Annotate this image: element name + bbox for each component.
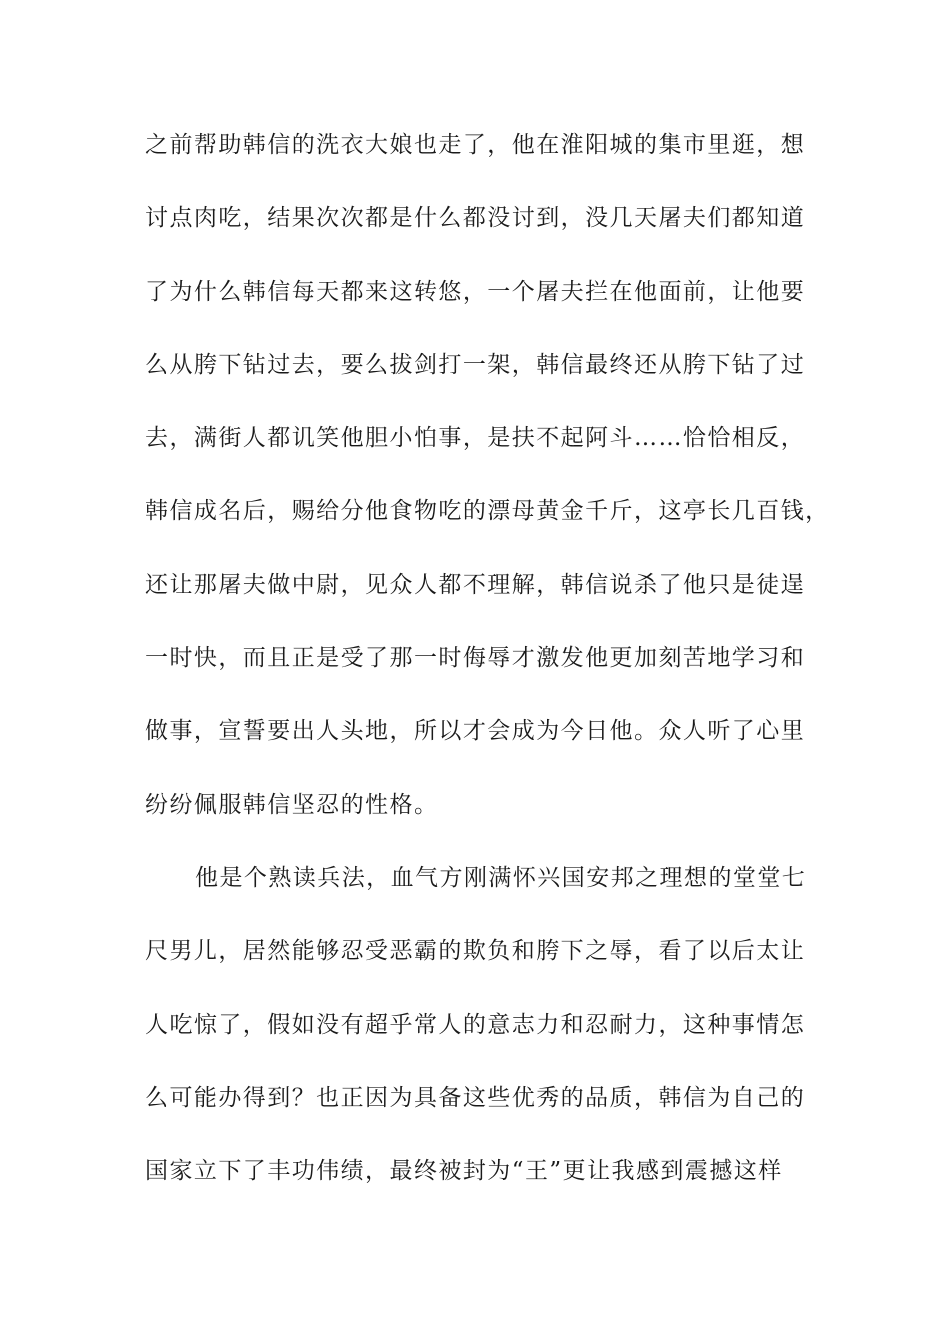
text-line: 之前帮助韩信的洗衣大娘也走了，他在淮阳城的集市里逛，想	[145, 132, 806, 158]
document-body	[145, 132, 830, 1231]
text-line: 还让那屠夫做中尉，见众人都不理解，韩信说杀了他只是徒逞	[145, 571, 806, 598]
text-line: 么可能办得到？也正因为具备这些优秀的品质，韩信为自己的	[145, 1084, 806, 1111]
text-line: 人吃惊了，假如没有超乎常人的意志力和忍耐力，这种事情怎	[145, 1011, 806, 1038]
text-line: 一时快，而且正是受了那一时侮辱才激发他更加刻苦地学习和	[145, 645, 806, 672]
text-line: 做事，宣誓要出人头地，所以才会成为今日他。众人听了心里	[145, 718, 806, 745]
text-line: 他是个熟读兵法，血气方刚满怀兴国安邦之理想的堂堂七	[195, 864, 807, 891]
text-line: 讨点肉吃，结果次次都是什么都没讨到，没几天屠夫们都知道	[145, 205, 806, 232]
text-line: 韩信成名后，赐给分他食物吃的漂母黄金千斤，这亭长几百钱，	[145, 498, 830, 525]
text-line: 去，满街人都讥笑他胆小怕事，是扶不起阿斗……恰恰相反，	[145, 425, 806, 452]
text-line: 了为什么韩信每天都来这转悠，一个屠夫拦在他面前，让他要	[145, 278, 806, 305]
paragraph-2	[145, 865, 815, 1184]
paragraph-1	[145, 132, 830, 818]
text-line: 么从胯下钻过去，要么拔剑打一架，韩信最终还从胯下钻了过	[145, 351, 806, 378]
text-line: 国家立下了丰功伟绩，最终被封为“王”更让我感到震撼这样	[145, 1158, 783, 1185]
text-line: 纷纷佩服韩信坚忍的性格。	[145, 791, 439, 818]
text-line: 尺男儿，居然能够忍受恶霸的欺负和胯下之辱，看了以后太让	[145, 938, 806, 965]
